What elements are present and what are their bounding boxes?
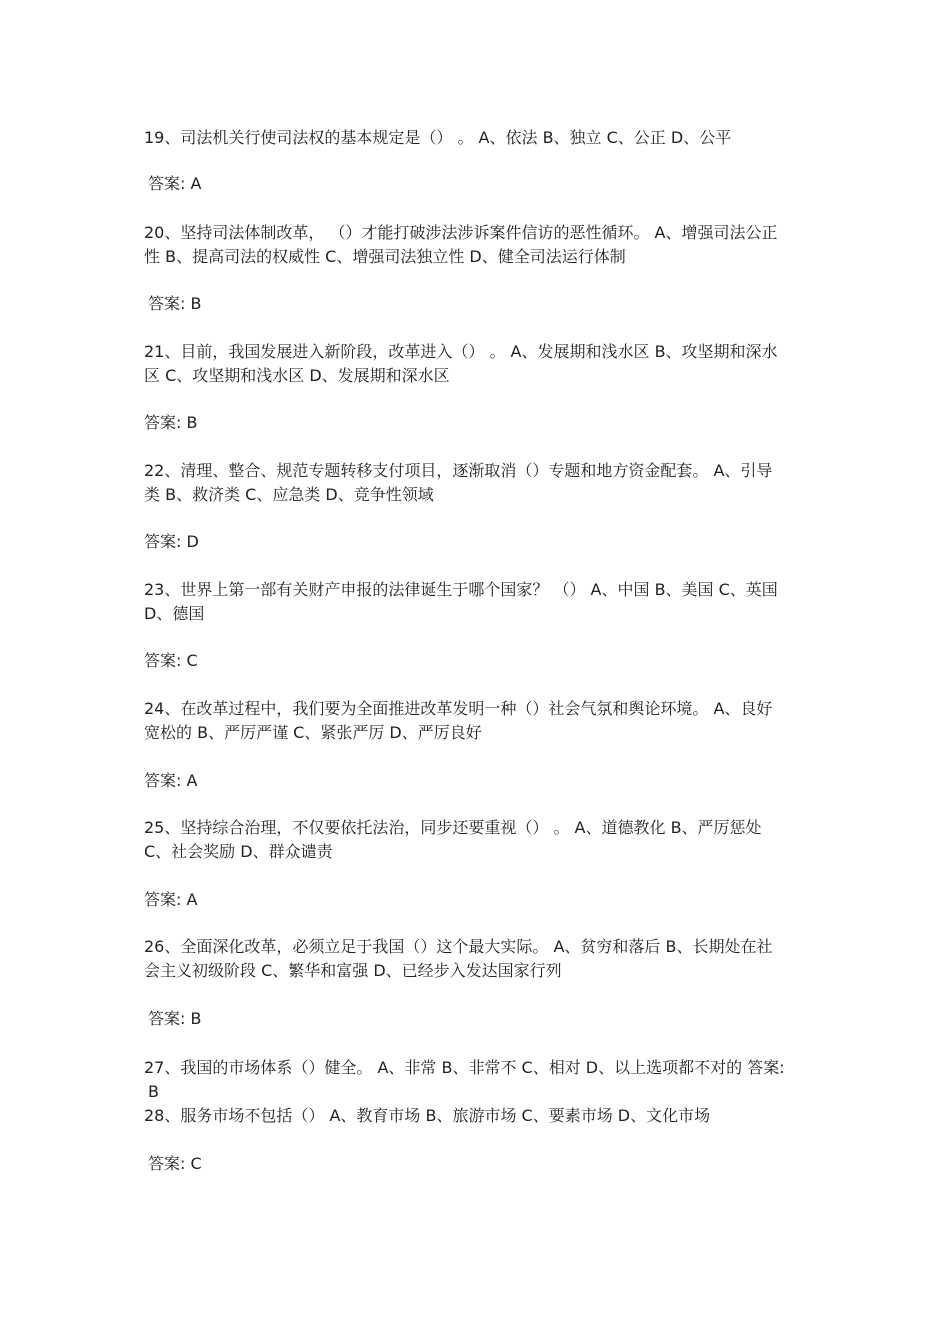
answer-28: 答案: C [148, 1154, 202, 1173]
answer-24: 答案: A [144, 771, 198, 790]
question-28-line-1: 28、服务市场不包括（） A、教育市场 B、旅游市场 C、要素市场 D、文化市场 [144, 1106, 711, 1125]
question-19-line-1: 19、司法机关行使司法权的基本规定是（） 。 A、依法 B、独立 C、公正 D、公平 [144, 128, 732, 147]
question-22-line-1: 22、清理、整合、规范专题转移支付项目，逐渐取消（）专题和地方资金配套。 A、引导 [144, 461, 773, 480]
answer-21: 答案: B [144, 413, 198, 432]
question-24-line-2: 宽松的 B、严厉严谨 C、紧张严厉 D、严厉良好 [144, 723, 482, 742]
answer-25: 答案: A [144, 890, 198, 909]
question-23-line-1: 23、世界上第一部有关财产申报的法律诞生于哪个国家？ （） A、中国 B、美国 C、英国 [144, 580, 778, 599]
question-23-line-2: D、德国 [144, 604, 205, 623]
question-21-line-1: 21、目前，我国发展进入新阶段，改革进入（） 。 A、发展期和浅水区 B、攻坚期和深水 [144, 342, 778, 361]
question-27-line-1: 27、我国的市场体系（）健全。 A、非常 B、非常不 C、相对 D、以上选项都不对的 答案: [144, 1058, 785, 1077]
question-25-line-2: C、社会奖励 D、群众谴责 [144, 842, 333, 861]
answer-26: 答案: B [148, 1009, 202, 1028]
question-20-line-2: 性 B、提高司法的权威性 C、增强司法独立性 D、健全司法运行体制 [144, 247, 626, 266]
question-24-line-1: 24、在改革过程中，我们要为全面推进改革发明一种（）社会气氛和舆论环境。 A、良好 [144, 699, 773, 718]
question-27-line-2: B [148, 1082, 159, 1101]
question-20-line-1: 20、坚持司法体制改革， （）才能打破涉法涉诉案件信访的恶性循环。 A、增强司法公正 [144, 223, 778, 242]
answer-20: 答案: B [148, 294, 202, 313]
question-26-line-2: 会主义初级阶段 C、繁华和富强 D、已经步入发达国家行列 [144, 961, 562, 980]
question-21-line-2: 区 C、攻坚期和浅水区 D、发展期和深水区 [144, 366, 450, 385]
answer-19: 答案: A [148, 174, 202, 193]
question-26-line-1: 26、全面深化改革，必须立足于我国（）这个最大实际。 A、贫穷和落后 B、长期处在社 [144, 937, 773, 956]
question-22-line-2: 类 B、救济类 C、应急类 D、竞争性领域 [144, 485, 434, 504]
answer-23: 答案: C [144, 651, 198, 670]
answer-22: 答案: D [144, 532, 199, 551]
question-25-line-1: 25、坚持综合治理，不仅要依托法治，同步还要重视（） 。 A、道德教化 B、严厉惩处 [144, 818, 762, 837]
